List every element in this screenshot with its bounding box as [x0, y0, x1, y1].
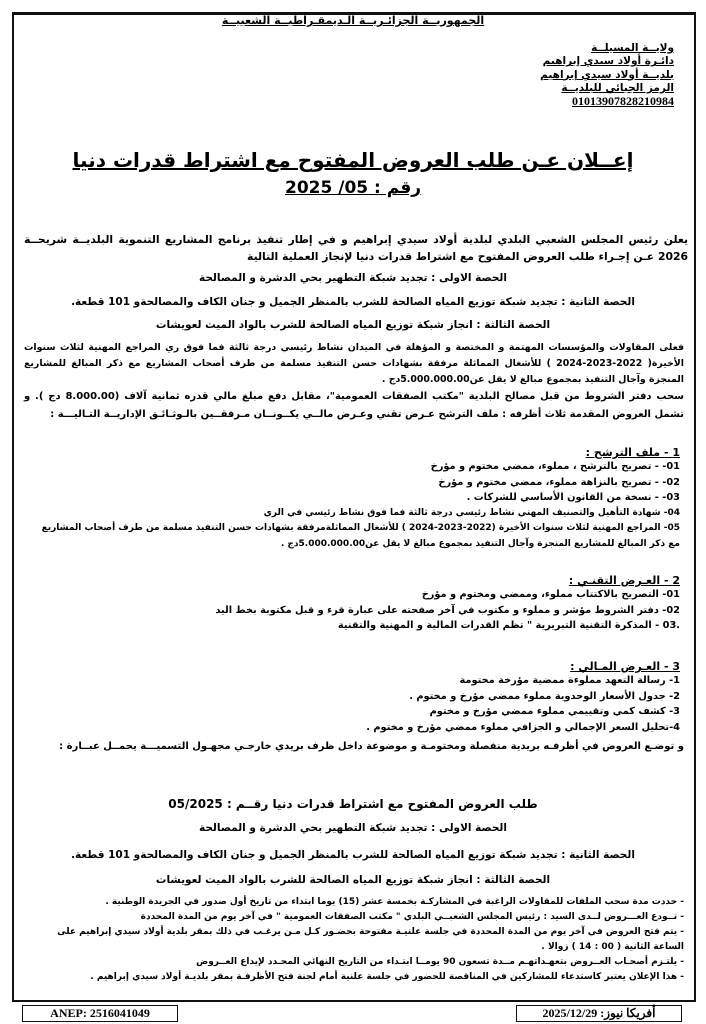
intro-paragraph: يعلن رئيس المجلس الشعبي البلدي لبلدية أولاد سيدي إبراهيم و في إطار تنفيذ برنامج المشاريع التنموية البلديــة شريحــة 2026 عـن إجـراء طلب العروض المفتوح مع اشتراط قدرات دنيا لإنجاز العملية التالية	[24, 233, 688, 263]
announcement-title: إعــلان عـن طلب العروض المفتوح مع اشتراط قدرات دنيا	[72, 148, 634, 172]
section-heading: 1 - ملف الترشح :	[585, 446, 680, 459]
list-item: .03 - المذكرة التقنية التبريرية " تظم القدرات المالية و المهنية والتقنية	[337, 620, 680, 631]
republic-header: الجمهوريــة الجزائـريــة الـديمقـراطيــة الشعبيــة	[221, 14, 485, 27]
list-item: 2- جدول الأسعار الوحدوية مملوء ممضي مؤرخ و مختوم .	[409, 690, 680, 702]
authority-block	[540, 42, 674, 108]
eligibility-paragraph: فعلى المقاولات والمؤسسات المهتمة و المختصة و المؤهلة في الميدان نشاط رئيسي درجة ثالثة فما فوق ري المراجع المهنية لثلاث سنوات الأخيرة( 2022-2023-2024 ) للأشغال المماثلة مرفقة بشهادات حسن التنفيذ مسلمة من طرف أصحاب المشاريع مع ذكر المبالغ للمشاريع المنجزة وآجال التنفيذ بمجموع مبالغ لا يقل عن5.000.000.00دج .	[24, 342, 684, 385]
note: - يتم فتح العروض في آخر يوم من المدة المحددة في جلسة علنيـة مفتوحة بحضـور كـل مـن يرغـب في ذلك بمقر بلدية أولاد سيدي إبراهيم على الساعة الثانية ( 00 : 14 ) زوالا .	[57, 927, 684, 952]
list-item: 4-تحليل السعر الإجمالي و الجزافي مملوء ممضي مؤرخ و مختوم .	[366, 721, 680, 733]
list-item: 1- رسالة التعهد مملوءة ممضية مؤرخة مختومة	[459, 675, 680, 686]
authority-line: الرمز الجبائي للبلديــة	[561, 81, 674, 94]
envelope-title: طلب العروض المفتوح مع اشتراط قدرات دنيا رقــم : 05/2025	[168, 797, 538, 811]
lot-1: الحصة الاولى : تجديد شبكة التطهير بحي الدشرة و المصالحة	[199, 272, 507, 284]
list-item: 02- - تصريح بالنزاهة مملوء، ممضي مختوم و مؤرخ	[438, 476, 680, 488]
list-item: 03- - نسخة من القانون الأساسي للشركات .	[466, 492, 680, 503]
list-item: 01- - تصريح بالترشح ، مملوء، ممضي مختوم و مؤرخ	[430, 461, 680, 472]
note: - تــودع العـــروض لــدى السيد : رئيس المجلس الشعبــي البلدي " مكتب الصفقات العمومية " في آخر يوم من المدة المحددة	[140, 912, 684, 922]
note: - هذا الإعلان يعتبر كاستدعاء للمشاركين في المناقصة للحضور في جلسة علنية أمام لجنة فتح الأظرفـة بمقر بلديـة أولاد سيدي إبراهيم .	[90, 972, 684, 982]
envelope-paragraph: و توضـع العروض في أظرفـه بريدية منفصلة ومختومـة و موضوعة داخل ظرف بريدي خارجـي مجهـول التسميـــة يحمــل عبــارة :	[59, 741, 684, 752]
authority-line: دائـرة أولاد سيدي إبراهيم	[542, 55, 674, 68]
lot-1-repeat: الحصة الاولى : تجديد شبكة التطهير بحي الدشرة و المصالحة	[199, 822, 507, 834]
list-item: 02- دفتر الشروط مؤشر و مملوء و مكتوب في آخر صفحته على عبارة قرء و قبل مكتوبة بخط اليد	[215, 604, 680, 616]
withdrawal-paragraph: سحب دفتر الشروط من قبل مصالح البلدية "مكتب الصفقات العمومية"، مقابل دفع مبلغ مالي قدره ثمانية آلاف (8.000.00 دج ). و تشمل العروض المقدمة ثلاث أظرفه : ملف الترشح عـرض تقني وعـرض مالــي يكــونــان مـرفقــين بالـوثـائـق الإداريــة التـاليـــة :	[24, 391, 684, 420]
notes	[24, 895, 684, 985]
lot-3: الحصة الثالثة : انجاز شبكة توزيع المياه الصالحة للشرب بالواد الميت لعويشات	[155, 319, 551, 331]
announcement-number: رقم : 05/ 2025	[284, 178, 422, 198]
list-item: 05- المراجع المهنية لثلاث سنوات الأخيرة (2022-2023-2024 ) للأشغال المماثلةمرفقة بشهادات حسن التنفيذ مسلمة من طرف أصحاب المشاريع مع ذكر المبالغ للمشاريع المنجزة وآجال التنفيذ بمجموع مبالغ لا يقل عن5.000.000.00دج .	[41, 523, 680, 549]
tax-code: 01013907828210984	[572, 94, 674, 109]
note: - يلتـزم أصحـاب العــروض بتعهـداتهـم مــدة تسعون 90 يومــا ابتـداء من التاريخ النهائي المحـدد لإيداع العــروض	[196, 957, 684, 967]
section-financial	[40, 660, 680, 735]
lot-2: الحصة الثانية : تجديد شبكة توزيع المياه الصالحة للشرب بالمنظر الجميل و جنان الكاف والمصالحةو 101 قطعة.	[71, 296, 635, 308]
list-item: 04- شهادة التأهيل والتصنيف المهني نشاط رئيسي درجة ثالثة فما فوق نشاط رئيسي في الري	[263, 507, 680, 518]
section-technical	[40, 574, 680, 634]
authority-line: بلديــة أولاد سيدي إبراهيم	[540, 68, 674, 81]
section-candidacy	[40, 446, 680, 552]
anep-reference: ANEP: 2516041049	[22, 1005, 178, 1022]
newspaper-date: أفريكا نيوز: 2025/12/29	[516, 1005, 682, 1022]
section-heading: 3 - العـرض المـالي :	[570, 660, 680, 673]
section-heading: 2 - العـرض التقنـي :	[568, 574, 680, 587]
list-item: 3- كشف كمي وتقييمي مملوء ممضي مؤرخ و مختوم	[429, 706, 680, 717]
lot-3-repeat: الحصة الثالثة : انجاز شبكة توزيع المياه الصالحة للشرب بالواد الميت لعويشات	[155, 874, 551, 886]
authority-line: ولايــة المسيلــة	[591, 42, 674, 54]
lot-2-repeat: الحصة الثانية : تجديد شبكة توزيع المياه الصالحة للشرب بالمنظر الجميل و جنان الكاف والمصالحةو 101 قطعة.	[71, 849, 635, 861]
note: - حددت مدة سحب الملفات للمقاولات الراغبة في المشاركـة بخمسة عشر (15) يوما ابتداء من تاريخ أول صدور في الجريدة الوطنية .	[105, 897, 684, 907]
list-item: 01- التصريح بالاكتتاب مملوء، وممضي ومختوم و مؤرخ	[421, 589, 680, 600]
